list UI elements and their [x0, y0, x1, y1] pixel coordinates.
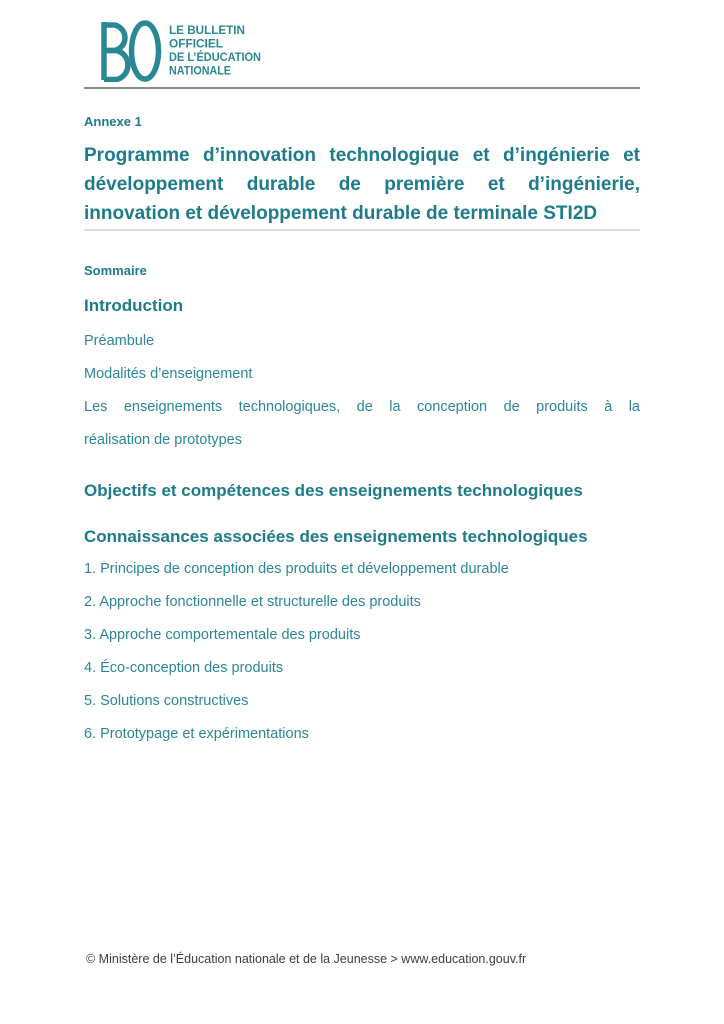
toc-item-3: 3. Approche comportementale des produits [84, 627, 361, 643]
toc-item-enseignements-technologiques [84, 391, 640, 457]
toc-item-modalites: Modalités d’enseignement [84, 366, 253, 382]
bo-logo-icon [97, 20, 267, 82]
toc-item-6: 6. Prototypage et expérimentations [84, 726, 309, 742]
toc-heading-introduction: Introduction [84, 296, 184, 315]
annexe-label: Annexe 1 [84, 114, 142, 129]
footer-copyright: © Ministère de l’Éducation nationale et de la Jeunesse > www.education.gouv.fr [86, 952, 527, 966]
sommaire-label: Sommaire [84, 263, 147, 278]
toc-item-1: 1. Principes de conception des produits et développement durable [84, 561, 509, 577]
logo-text-line: OFFICIEL [169, 38, 223, 51]
masthead [84, 20, 640, 89]
logo-text-line: LE BULLETIN [169, 25, 245, 37]
logo-letter-b-bottom-bowl [104, 51, 128, 80]
toc-item-2: 2. Approche fonctionnelle et structurelle des produits [84, 594, 421, 610]
title-line: Programme d’innovation technologique et d’ingénierie et [84, 145, 640, 166]
logo-text-line: NATIONALE [169, 65, 232, 78]
toc-item-preambule: Préambule [84, 333, 155, 349]
document-title [84, 141, 640, 228]
toc-heading-connaissances: Connaissances associées des enseignements technologiques [84, 527, 588, 546]
title-divider [84, 229, 640, 231]
logo-letter-b-top-bowl [104, 25, 125, 51]
masthead-divider [84, 87, 640, 89]
toc-item-5: 5. Solutions constructives [84, 693, 249, 709]
toc-heading-objectifs: Objectifs et compétences des enseignements technologiques [84, 481, 583, 500]
document-body [84, 112, 640, 751]
bo-logo [97, 20, 267, 82]
title-line: innovation et développement durable de terminale STI2D [84, 203, 598, 224]
toc-item-4: 4. Éco-conception des produits [84, 660, 284, 676]
logo-text-line: DE L’ÉDUCATION [169, 52, 266, 64]
title-line: développement durable de première et d’ingénierie, [84, 174, 640, 195]
logo-letter-o [132, 23, 159, 79]
toc-item-line: Les enseignements technologiques, de la conception de produits à la [84, 399, 640, 415]
toc-item-line: réalisation de prototypes [84, 432, 242, 448]
